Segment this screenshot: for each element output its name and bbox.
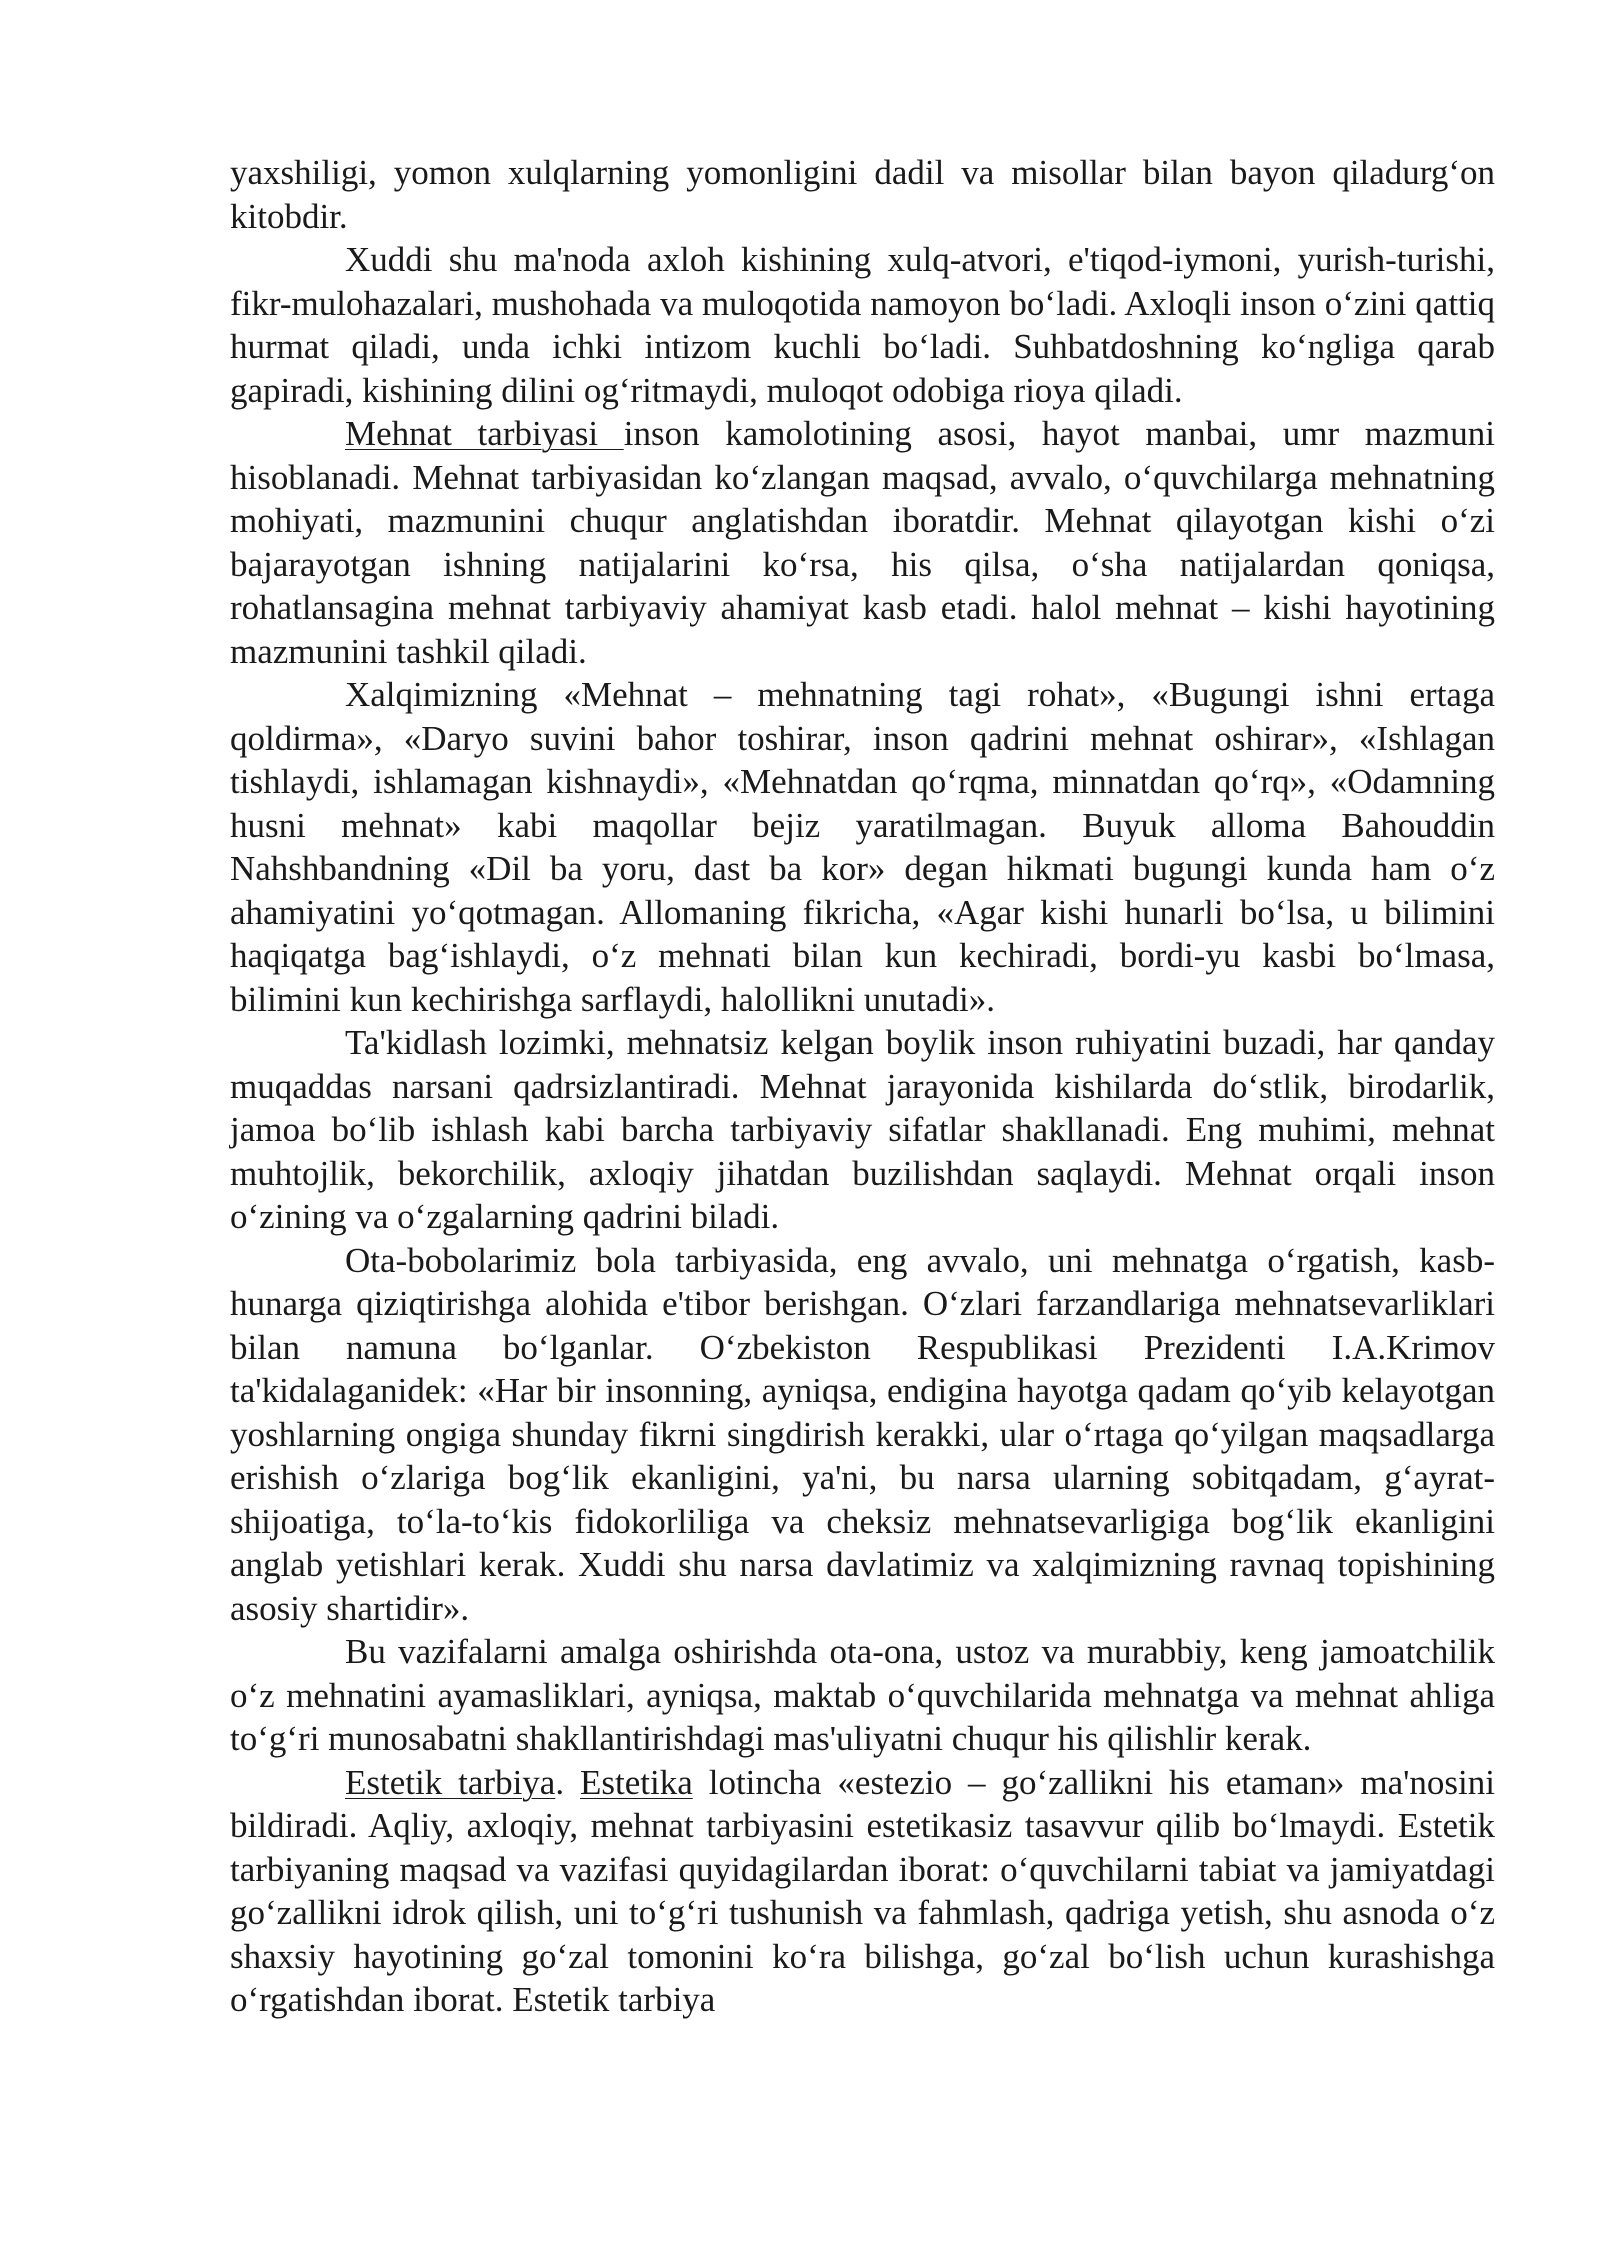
paragraph-1: [230, 151, 1495, 238]
paragraph-4-text: Xalqimizning «Mehnat – mehnatning tagi rohat», «Bugungi ishni ertaga qoldirma», «Daryo suvini bahor toshirar, inson qadrini mehnat oshirar», «Ishlagan tishlaydi, ishlamagan kishnaydi», «Mehnatdan qo‘rqma, minnatdan qo‘rq», «Odamning husni mehnat» kabi maqollar bejiz yaratilmagan. Buyuk alloma Bahouddin Nahshbandning «Dil ba yoru, dast ba kor» degan hikmati bugungi kunda ham o‘z ahamiyatini yo‘qotmagan. Allomaning fikricha, «Agar kishi hunarli bo‘lsa, u bilimini haqiqatga bag‘ishlaydi, o‘z mehnati bilan kun kechiradi, bordi-yu kasbi bo‘lmasa, bilimini kun kechirishga sarflaydi, halollikni unutadi».: [230, 675, 1495, 1019]
document-page: [230, 151, 1495, 2022]
paragraph-7-text: Bu vazifalarni amalga oshirishda ota-ona, ustoz va murabbiy, keng jamoatchilik o‘z mehnatini ayamasliklari, ayniqsa, maktab o‘quvchilarida mehnatga va mehnat ahliga to‘g‘ri munosabatni shakllantirishdagi mas'uliyatni chuqur his qilishlir kerak.: [230, 1632, 1495, 1758]
paragraph-6: [230, 1239, 1495, 1631]
paragraph-4: [230, 673, 1495, 1021]
paragraph-7: [230, 1630, 1495, 1761]
paragraph-2-text: Xuddi shu ma'noda axloh kishining xulq-atvori, e'tiqod-iymoni, yurish-turishi, fikr-mulohazalari, mushohada va muloqotida namoyon bo‘ladi. Axloqli inson o‘zini qattiq hurmat qiladi, unda ichki intizom kuchli bo‘ladi. Suhbatdoshning ko‘ngliga qarab gapiradi, kishining dilini og‘ritmaydi, muloqot odobiga rioya qiladi.: [230, 240, 1495, 410]
heading-separator: .: [555, 1762, 581, 1802]
paragraph-estetik-tarbiya: [230, 1761, 1495, 2022]
section-heading-mehnat-tarbiyasi: Mehnat tarbiyasi: [345, 414, 624, 453]
paragraph-8-text: lotincha «estezio – go‘zallikni his etaman» ma'nosini bildiradi. Aqliy, axloqiy, mehnat tarbiyasini estetikasiz tasavvur qilib bo‘lmaydi. Estetik tarbiyaning maqsad va vazifasi quyidagilardan iborat: o‘quvchilarni tabiat va jamiyatdagi go‘zallikni idrok qilish, uni to‘g‘ri tushunish va fahmlash, qadriga yetish, shu asnoda o‘z shaxsiy hayotining go‘zal tomonini ko‘ra bilishga, go‘zal bo‘lish uchun kurashishga o‘rgatishdan iborat. Estetik tarbiya: [230, 1762, 1495, 2019]
paragraph-1-text: yaxshiligi, yomon xulqlarning yomonligini dadil va misollar bilan bayon qiladurg‘on kitobdir.: [230, 153, 1495, 236]
paragraph-5-text: Ta'kidlash lozimki, mehnatsiz kelgan boylik inson ruhiyatini buzadi, har qanday muqaddas narsani qadrsizlantiradi. Mehnat jarayonida kishilarda do‘stlik, birodarlik, jamoa bo‘lib ishlash kabi barcha tarbiyaviy sifatlar shakllanadi. Eng muhimi, mehnat muhtojlik, bekorchilik, axloqiy jihatdan buzilishdan saqlaydi. Mehnat orqali inson o‘zining va o‘zgalarning qadrini biladi.: [230, 1023, 1495, 1236]
paragraph-5: [230, 1021, 1495, 1239]
paragraph-2: [230, 238, 1495, 412]
term-estetika: Estetika: [580, 1762, 693, 1802]
paragraph-mehnat-tarbiyasi: [230, 412, 1495, 673]
paragraph-3-text: inson kamolotining asosi, hayot manbai, umr mazmuni hisoblanadi. Mehnat tarbiyasidan ko‘zlangan maqsad, avvalo, o‘quvchilarga mehnatning mohiyati, mazmunini chuqur anglatishdan iboratdir. Mehnat qilayotgan kishi o‘zi bajarayotgan ishning natijalarini ko‘rsa, his qilsa, o‘sha natijalardan qoniqsa, rohatlansagina mehnat tarbiyaviy ahamiyat kasb etadi. halol mehnat – kishi hayotining mazmunini tashkil qiladi.: [230, 414, 1495, 671]
section-heading-estetik-tarbiya: Estetik tarbiya: [345, 1762, 556, 1802]
paragraph-6-text: Ota-bobolarimiz bola tarbiyasida, eng avvalo, uni mehnatga o‘rgatish, kasb-hunarga qiziqtirishga alohida e'tibor berishgan. O‘zlari farzandlariga mehnatsevarliklari bilan namuna bo‘lganlar. O‘zbekiston Respublikasi Prezidenti I.A.Krimov ta'kidalaganidek: «Har bir insonning, ayniqsa, endigina hayotga qadam qo‘yib kelayotgan yoshlarning ongiga shunday fikrni singdirish kerakki, ular o‘rtaga qo‘yilgan maqsadlarga erishish o‘zlariga bog‘lik ekanligini, ya'ni, bu narsa ularning sobitqadam, g‘ayrat-shijoatiga, to‘la-to‘kis fidokorliliga va cheksiz mehnatsevarligiga bog‘lik ekanligini anglab yetishlari kerak. Xuddi shu narsa davlatimiz va xalqimizning ravnaq topishining asosiy shartidir».: [230, 1240, 1495, 1628]
